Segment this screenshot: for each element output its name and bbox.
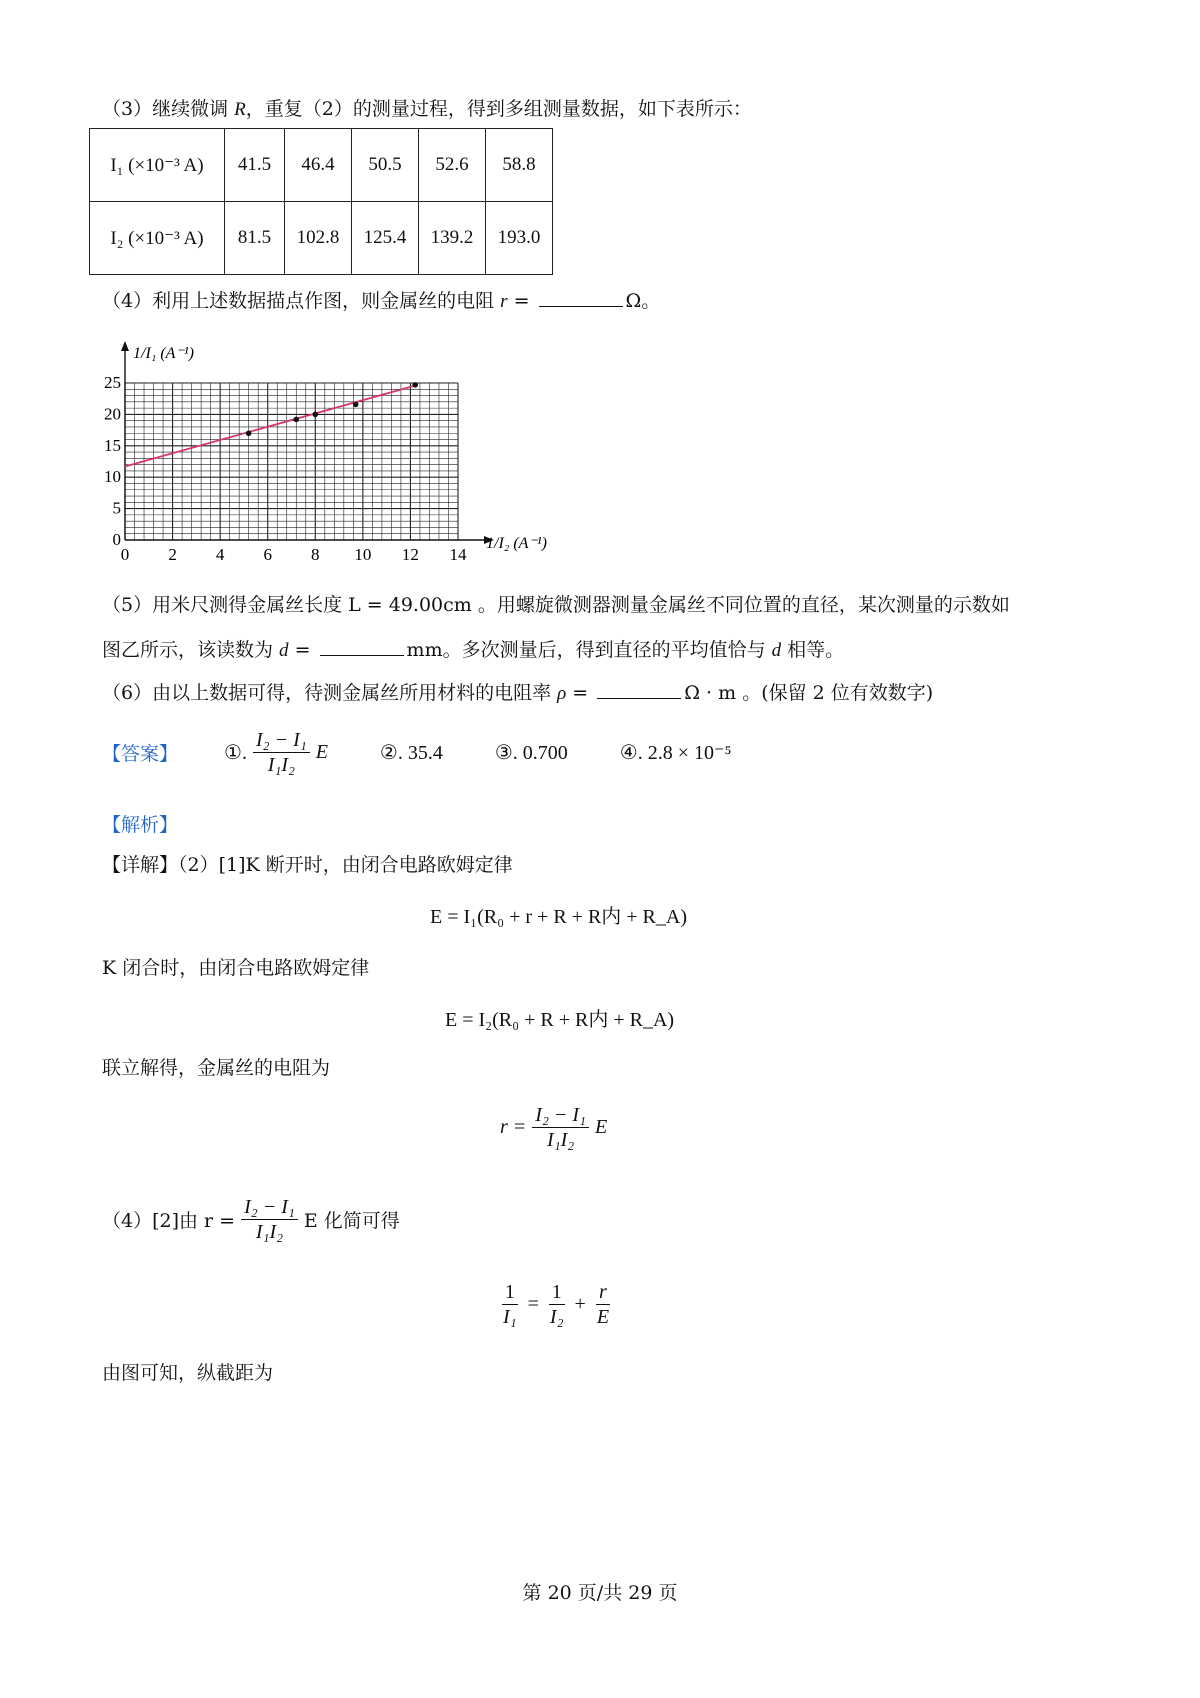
q4-detail-tail: E 化简可得 (303, 1210, 400, 1232)
answer-blank[interactable] (597, 680, 681, 699)
eq4-plus: + (574, 1293, 586, 1315)
q4-detail-prefix: （4）[2]由 r = (102, 1210, 236, 1232)
x-tick-label: 0 (120, 545, 130, 564)
q6-text: （6）由以上数据可得，待测金属丝所用材料的电阻率 (102, 682, 558, 704)
fraction-denominator: I₁I₂ (547, 1129, 575, 1151)
x-tick-label: 6 (263, 545, 272, 564)
q5-var: d (279, 640, 289, 661)
chart-marks (125, 382, 418, 466)
y-tick-label: 5 (112, 498, 121, 518)
table-cell: 102.8 (285, 202, 352, 275)
answer-1-fraction (253, 728, 310, 777)
q3-var: R (234, 99, 246, 120)
data-point (312, 412, 318, 418)
table-cell: 52.6 (419, 129, 486, 202)
chart-grid (125, 383, 458, 540)
fraction-numerator: I₂ − I₁ (241, 1195, 298, 1220)
detail-q4 (102, 1195, 400, 1244)
x-tick-label: 10 (354, 545, 372, 564)
fraction-denominator: I₂ (549, 1306, 564, 1328)
answer-3: ③. 0.700 (494, 742, 568, 764)
answer-tag: 【答案】 (102, 743, 179, 765)
x-tick-label: 8 (311, 545, 320, 564)
q5-text: 图乙所示，该读数为 (102, 639, 280, 661)
table-cell: 46.4 (285, 129, 352, 202)
detail-intro: 【详解】（2）[1]K 断开时，由闭合电路欧姆定律 (102, 854, 513, 876)
detail-solve: 联立解得，金属丝的电阻为 (102, 1057, 331, 1079)
answer-blank[interactable] (539, 288, 623, 307)
table-cell: 81.5 (225, 202, 285, 275)
detail-closed: K 闭合时，由闭合电路欧姆定律 (102, 957, 370, 979)
data-point (293, 417, 299, 423)
answer-2: ②. 35.4 (379, 742, 443, 764)
q3-text-b: ，重复（2）的测量过程，得到多组测量数据，如下表所示： (245, 98, 752, 120)
row-label: I₂ (×10⁻³ A) (90, 202, 225, 275)
table-cell: 139.2 (419, 202, 486, 275)
table-cell: 125.4 (352, 202, 419, 275)
fraction-denominator: E (596, 1306, 610, 1328)
scatter-chart (95, 330, 565, 570)
data-table (89, 128, 553, 275)
eq3-left: r = (500, 1116, 527, 1138)
x-tick-label: 2 (168, 545, 177, 564)
q5-text-c: 相等。 (781, 639, 845, 661)
eq3-fraction (532, 1103, 589, 1152)
table-cell: 50.5 (352, 129, 419, 202)
y-tick-label: 0 (112, 530, 121, 549)
y-tick-label: 20 (104, 404, 121, 424)
table-cell: 58.8 (486, 129, 553, 202)
question-3 (102, 96, 752, 123)
q5-text-b: mm。多次测量后，得到直径的平均值恰与 (406, 639, 772, 661)
chart-axes (121, 341, 494, 544)
question-6 (102, 680, 933, 707)
q4-text: （4）利用上述数据描点作图，则金属丝的电阻 (102, 290, 501, 312)
question-5-line-2 (102, 637, 844, 664)
question-5-line-1: （5）用米尺测得金属丝长度 L = 49.00cm 。用螺旋微测器测量金属丝不同位置的直径，某次测量的示数如 (102, 594, 1010, 616)
table-cell: 41.5 (225, 129, 285, 202)
q6-text-b: Ω · m 。(保留 2 位有效数字) (684, 682, 934, 704)
eq4-equals: = (527, 1293, 539, 1315)
eq4-fraction-a (500, 1280, 520, 1329)
equation-1: E = I₁(R₀ + r + R + R内 + R_A) (430, 906, 688, 928)
q5-eq: = (288, 639, 317, 661)
table-row (90, 129, 553, 202)
q3-text: （3）继续微调 (102, 98, 235, 120)
x-tick-label: 12 (401, 545, 419, 564)
data-point (246, 430, 252, 436)
detail-intercept: 由图可知，纵截距为 (102, 1362, 274, 1384)
y-tick-label: 25 (104, 373, 121, 392)
answer-1-tail: E (315, 741, 328, 763)
q4-detail-fraction (241, 1195, 298, 1244)
x-tick-label: 4 (215, 545, 225, 564)
fraction-denominator: I₁I₂ (255, 1221, 284, 1243)
q6-eq: = (566, 682, 595, 704)
answer-1-prefix: ①. (224, 742, 247, 764)
y-axis-label: 1/I₁ (A⁻¹) (133, 345, 195, 362)
equation-3 (500, 1103, 607, 1152)
equation-4 (500, 1280, 612, 1329)
table-cell: 193.0 (486, 202, 553, 275)
answer-blank[interactable] (320, 637, 404, 656)
x-axis-label: 1/I₂ (A⁻¹) (486, 535, 548, 552)
fraction-numerator: 1 (502, 1280, 518, 1305)
q5-var-2: d (771, 640, 782, 661)
fraction-numerator: I₂ − I₁ (253, 728, 310, 753)
fraction-numerator: r (596, 1280, 610, 1305)
q4-unit: Ω。 (625, 290, 661, 312)
x-tick-label: 14 (449, 545, 467, 564)
fraction-denominator: I₁ (503, 1306, 517, 1328)
eq3-tail: E (595, 1116, 608, 1138)
answer-row (102, 728, 732, 777)
row-label: I₁ (×10⁻³ A) (90, 129, 225, 202)
y-tick-label: 10 (104, 467, 121, 487)
equation-2: E = I₂(R₀ + R + R内 + R_A) (445, 1009, 675, 1031)
eq4-fraction-b (547, 1280, 567, 1329)
eq4-fraction-c (594, 1280, 612, 1329)
fraction-numerator: I₂ − I₁ (532, 1103, 589, 1128)
q4-var: r (500, 291, 508, 312)
fraction-numerator: 1 (549, 1280, 565, 1305)
data-point (353, 402, 359, 408)
answer-1 (224, 728, 328, 777)
table-row (90, 202, 553, 275)
answer-4: ④. 2.8 × 10⁻⁵ (619, 742, 732, 764)
analysis-tag: 【解析】 (102, 814, 179, 836)
fit-line (125, 385, 418, 467)
page-footer: 第 20 页/共 29 页 (522, 1582, 678, 1604)
y-axis-arrow (121, 341, 129, 351)
question-4 (102, 288, 660, 315)
y-tick-label: 15 (104, 435, 121, 455)
data-point (412, 382, 418, 388)
q6-var: ρ (557, 683, 567, 704)
q4-eq: = (507, 290, 536, 312)
fraction-denominator: I₁I₂ (267, 754, 295, 776)
